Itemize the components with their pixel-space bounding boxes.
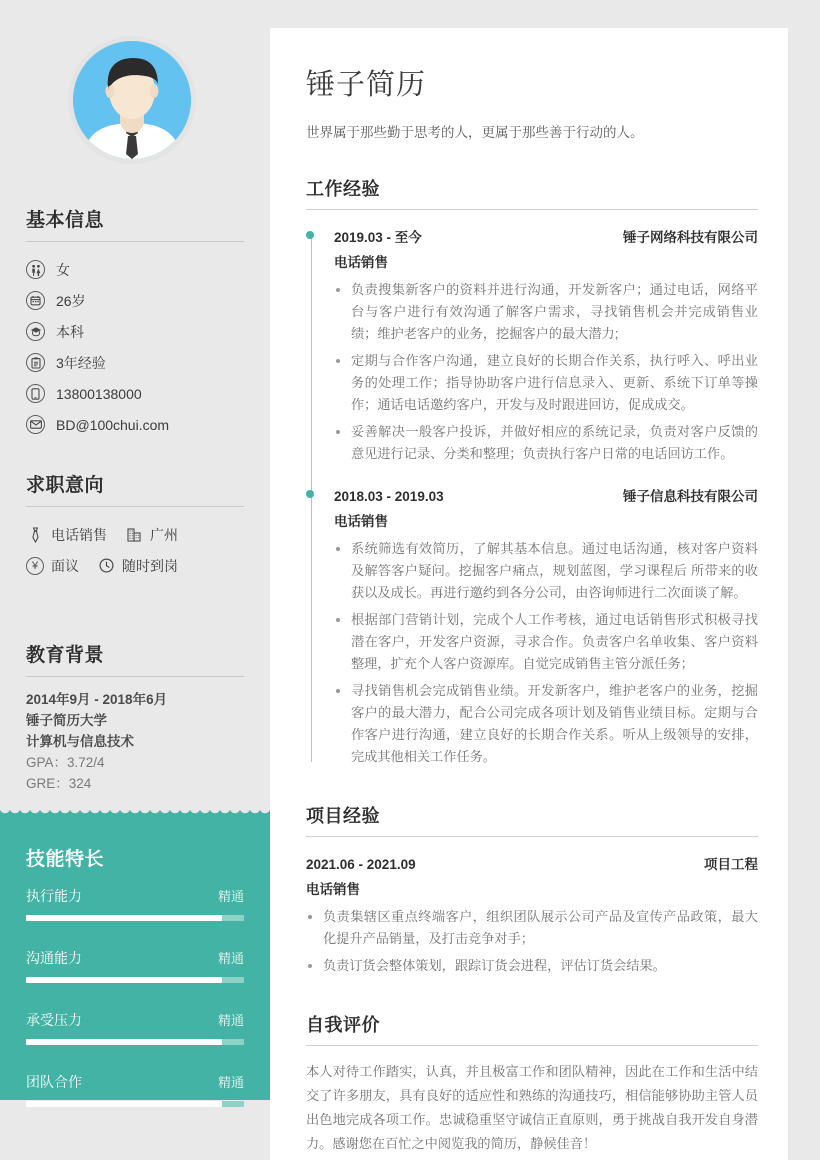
entry-date: 2019.03 - 至今	[334, 230, 422, 245]
skills-title: 技能特长	[26, 849, 105, 870]
skill-bar-track	[26, 915, 244, 921]
clipboard-icon	[26, 353, 45, 372]
job-intention-availability	[97, 556, 178, 576]
divider	[26, 241, 244, 242]
timeline-dot	[306, 490, 314, 498]
skill-bar-track	[26, 1101, 244, 1107]
skill-head	[26, 948, 244, 968]
bullet-item: 寻找销售机会完成销售业绩。开发新客户，维护老客户的业务，挖掘客户的最大潜力，配合公司完成各项计划及销售业绩目标。定期与合作客户进行沟通，建立良好的长期合作关系。听从上级领导的安排，完成其他相关工作任务。	[334, 680, 758, 768]
skill-item	[26, 1072, 244, 1107]
job-intention-row-2	[26, 550, 244, 581]
skill-level: 精通	[217, 951, 244, 966]
self-evaluation-title: 自我评价	[306, 1015, 380, 1035]
self-evaluation-text: 本人对待工作踏实，认真，并且极富工作和团队精神，因此在工作和生活中结交了许多朋友，具有良好的适应性和熟练的沟通技巧，相信能够协助主管人员出色地完成各项工作。忠诚稳重坚守诚信正直原则，勇于挑战自我开发自身潜力。感谢您在百忙之中阅览我的简历，静候佳音！	[306, 1064, 758, 1151]
project-experience-title: 项目经验	[306, 806, 380, 826]
calendar-icon	[26, 291, 45, 310]
skills-list	[26, 886, 244, 1134]
sidebar	[0, 0, 270, 1160]
entry-role: 电话销售	[334, 255, 388, 270]
basic-info-title: 基本信息	[26, 210, 105, 231]
job-intention-position	[26, 525, 107, 545]
entry-role: 电话销售	[334, 514, 388, 529]
entry-bullets	[334, 279, 758, 465]
job-intention-availability-label: 随时到岗	[122, 557, 178, 574]
skill-bar-fill	[26, 1101, 222, 1107]
info-row-experience	[26, 347, 244, 378]
job-intention-city	[125, 525, 178, 545]
info-value-phone: 13800138000	[56, 385, 142, 402]
info-value-experience: 3年经验	[56, 354, 106, 371]
entry-date: 2021.06 - 2021.09	[306, 857, 416, 872]
bullet-item: 负责集辖区重点终端客户，组织团队展示公司产品及宣传产品政策，最大化提升产品销量，及打击竞争对手；	[306, 906, 758, 950]
info-value-age: 26岁	[56, 292, 86, 309]
info-row-gender	[26, 254, 244, 285]
education-gre: GRE：324	[26, 776, 92, 791]
divider	[306, 836, 758, 837]
work-experience-title: 工作经验	[306, 179, 380, 199]
project-entries	[306, 853, 758, 977]
education-icon	[26, 322, 45, 341]
entry-bullets	[334, 538, 758, 768]
entry-head	[334, 485, 758, 505]
info-row-age	[26, 285, 244, 316]
avatar	[68, 36, 196, 164]
skill-bar-track	[26, 1039, 244, 1045]
skill-bar-fill	[26, 1039, 222, 1045]
work-entry	[334, 485, 758, 768]
main-content	[270, 28, 788, 1160]
skill-head	[26, 1010, 244, 1030]
bullet-item: 定期与合作客户沟通，建立良好的长期合作关系，执行呼入、呼出业务的处理工作；指导协助客户进行信息录入、更新、系统下订单等操作；通话电话邀约客户，开发与及时跟进回访，促成成交。	[334, 350, 758, 416]
info-row-phone	[26, 378, 244, 409]
work-timeline	[306, 226, 758, 768]
project-experience-section	[306, 802, 758, 977]
skill-item	[26, 948, 244, 983]
job-intention-position-label: 电话销售	[51, 526, 107, 543]
self-evaluation-section	[306, 1011, 758, 1156]
education-date: 2014年9月 - 2018年6月	[26, 692, 168, 707]
skill-bar-fill	[26, 915, 222, 921]
skill-level: 精通	[217, 889, 244, 904]
skill-head	[26, 1072, 244, 1092]
skill-level: 精通	[217, 1013, 244, 1028]
phone-icon	[26, 384, 45, 403]
education-school: 锤子简历大学	[26, 713, 107, 728]
bullet-item: 系统筛选有效简历，了解其基本信息。通过电话沟通，核对客户资料及解答客户疑问。挖掘客户痛点，规划蓝图，学习课程后 所带来的收获以及成长。再进行邀约到各分公司，由咨询师进行二次面谈了解。	[334, 538, 758, 604]
skill-level: 精通	[217, 1075, 244, 1090]
avatar-illustration	[73, 41, 191, 159]
skill-bar-fill	[26, 977, 222, 983]
gender-icon	[26, 260, 45, 279]
job-intention-salary	[26, 556, 79, 576]
timeline-line	[311, 234, 313, 762]
skill-name: 执行能力	[26, 888, 82, 904]
entry-role: 电话销售	[306, 882, 360, 897]
scalloped-edge	[0, 806, 270, 816]
skill-name: 团队合作	[26, 1074, 82, 1090]
skill-item	[26, 886, 244, 921]
bullet-item: 妥善解决一般客户投诉，并做好相应的系统记录，负责对客户反馈的意见进行记录、分类和整理；负责执行客户日常的电话回访工作。	[334, 421, 758, 465]
timeline-dot	[306, 231, 314, 239]
entry-organization: 锤子信息科技有限公司	[623, 489, 758, 504]
yuan-icon: ¥	[26, 557, 44, 575]
skill-name: 沟通能力	[26, 950, 82, 966]
job-intention-city-label: 广州	[150, 526, 178, 543]
bullet-item: 负责搜集新客户的资料并进行沟通，开发新客户；通过电话，网络平台与客户进行有效沟通了解客户需求，寻找销售机会并完成销售业绩；维护老客户的业务，挖掘客户的最大潜力;	[334, 279, 758, 345]
clock-icon	[97, 557, 115, 575]
entry-head	[334, 226, 758, 246]
divider	[306, 209, 758, 210]
entry-organization: 锤子网络科技有限公司	[623, 230, 758, 245]
entry-head	[306, 853, 758, 873]
divider	[306, 1045, 758, 1046]
info-value-email: BD@100chui.com	[56, 416, 170, 433]
person-avatar-icon	[73, 41, 191, 159]
job-intention-salary-label: 面议	[51, 557, 79, 574]
job-intention-title: 求职意向	[26, 475, 105, 496]
job-intention-row-1	[26, 519, 244, 550]
entry-organization: 项目工程	[704, 857, 758, 872]
divider	[26, 676, 244, 677]
entry-bullets	[306, 906, 758, 977]
skill-item	[26, 1010, 244, 1045]
building-icon	[125, 526, 143, 544]
project-entry	[306, 853, 758, 977]
info-value-education: 本科	[56, 323, 84, 340]
page-subtitle: 世界属于那些勤于思考的人，更属于那些善于行动的人。	[306, 125, 644, 140]
education-title: 教育背景	[26, 645, 105, 666]
education-gpa: GPA：3.72/4	[26, 755, 105, 770]
skill-name: 承受压力	[26, 1012, 82, 1028]
tie-icon	[26, 526, 44, 544]
basic-info-section	[26, 205, 244, 440]
info-row-email	[26, 409, 244, 440]
work-experience-section	[306, 175, 758, 768]
info-value-gender: 女	[56, 261, 70, 278]
skill-head	[26, 886, 244, 906]
info-row-education	[26, 316, 244, 347]
skill-bar-track	[26, 977, 244, 983]
skills-section	[0, 814, 270, 1100]
entry-date: 2018.03 - 2019.03	[334, 489, 444, 504]
page-title: 锤子简历	[306, 69, 427, 101]
education-section	[26, 640, 244, 794]
education-major: 计算机与信息技术	[26, 734, 134, 749]
divider	[26, 506, 244, 507]
bullet-item: 根据部门营销计划，完成个人工作考核，通过电话销售形式积极寻找潜在客户，开发客户资源，寻求合作。负责客户名单收集、客户资料整理，扩充个人客户资源库。自觉完成销售主管分派任务；	[334, 609, 758, 675]
email-icon	[26, 415, 45, 434]
work-entry	[334, 226, 758, 465]
bullet-item: 负责订货会整体策划，跟踪订货会进程，评估订货会结果。	[306, 955, 758, 977]
job-intention-section	[26, 470, 244, 581]
